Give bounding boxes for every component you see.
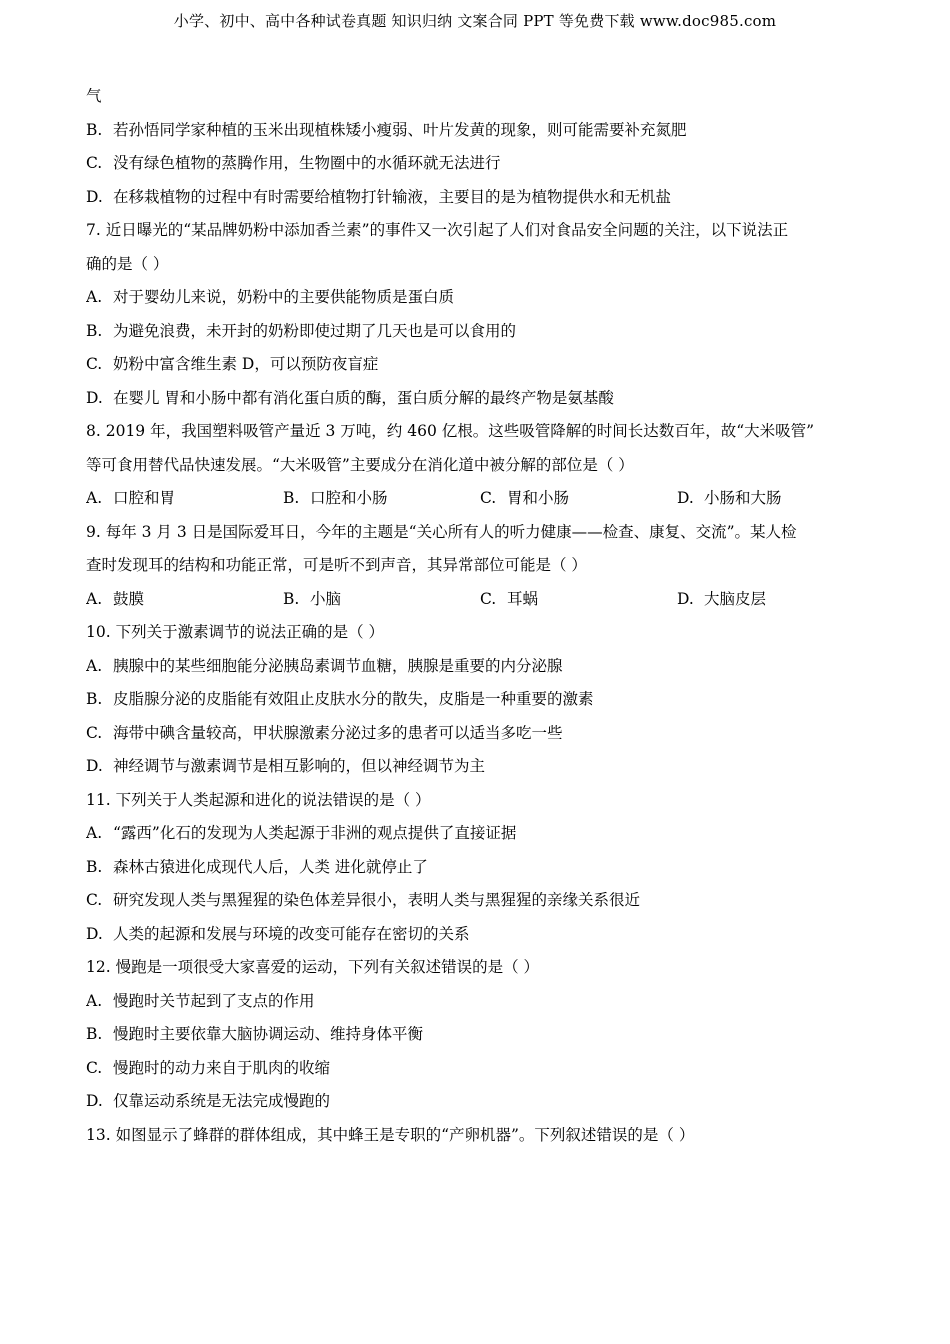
option-text: 口腔和小肠 — [310, 489, 388, 507]
q8-option-b — [283, 482, 480, 516]
q12-option-a — [86, 985, 876, 1019]
question-9-stem-cont: 查时发现耳的结构和功能正常，可是听不到声音，其异常部位可能是（ ） — [86, 556, 587, 574]
option-text: 耳蜗 — [507, 589, 539, 608]
option-label: C. — [86, 723, 103, 742]
option-text: 研究发现人类与黑猩猩的染色体差异很小，表明人类与黑猩猩的亲缘关系很近 — [113, 891, 641, 909]
option-text: 胃和小肠 — [507, 489, 570, 507]
q9-option-a — [86, 583, 283, 617]
option-label: A. — [86, 824, 103, 842]
option-label: C. — [86, 154, 103, 172]
option-text: 在移栽植物的过程中有时需要给植物打针输液，主要目的是为植物提供水和无机盐 — [113, 187, 672, 206]
option-text: 皮脂腺分泌的皮脂能有效阻止皮肤水分的散失，皮脂是一种重要的激素 — [113, 690, 594, 708]
option-label: B. — [283, 589, 300, 608]
option-label: D. — [677, 489, 694, 507]
q10-option-c — [86, 717, 876, 751]
document-body — [86, 80, 876, 1152]
q8-option-d — [677, 482, 874, 516]
q12-option-b — [86, 1018, 876, 1052]
q8-option-c — [480, 482, 677, 516]
q6-option-b — [86, 114, 876, 148]
option-text: 森林古猿进化成现代人后，人类 进化就停止了 — [113, 857, 428, 876]
q8-option-a — [86, 482, 283, 516]
q7-option-d — [86, 382, 876, 416]
option-label: D. — [86, 388, 103, 407]
question-12-stem: 12. 慢跑是一项很受大家喜爱的运动，下列有关叙述错误的是（ ） — [86, 958, 540, 976]
q9-options-row — [86, 583, 876, 617]
q7-option-a — [86, 281, 876, 315]
option-text: 慢跑时的动力来自于肌肉的收缩 — [113, 1058, 331, 1077]
question-7-stem: 7. 近日曝光的“某品牌奶粉中添加香兰素”的事件又一次引起了人们对食品安全问题的关注，以下说法正 — [86, 221, 789, 239]
option-text: 鼓膜 — [113, 589, 145, 608]
q7-option-b — [86, 315, 876, 349]
option-label: D. — [677, 589, 694, 608]
question-8-stem-cont: 等可食用替代品快速发展。“大米吸管”主要成分在消化道中被分解的部位是（ ） — [86, 455, 634, 474]
option-label: C. — [86, 891, 103, 909]
question-6-tail: 气 — [86, 87, 102, 105]
option-label: C. — [86, 355, 103, 373]
option-text: 慢跑时主要依靠大脑协调运动、维持身体平衡 — [113, 1025, 424, 1043]
q10-option-b — [86, 683, 876, 717]
option-text: 在婴儿 胃和小肠中都有消化蛋白质的酶，蛋白质分解的最终产物是氨基酸 — [113, 388, 614, 407]
q6-option-d — [86, 181, 876, 215]
option-label: B. — [86, 321, 103, 340]
option-text: 胰腺中的某些细胞能分泌胰岛素调节血糖，胰腺是重要的内分泌腺 — [113, 656, 563, 675]
question-8-stem: 8. 2019 年，我国塑料吸管产量近 3 万吨，约 460 亿根。这些吸管降解的时间长达数百年，故“大米吸管” — [86, 422, 815, 440]
option-label: A. — [86, 991, 103, 1010]
question-11-stem: 11. 下列关于人类起源和进化的说法错误的是（ ） — [86, 790, 431, 809]
q10-option-d — [86, 750, 876, 784]
q7-option-c — [86, 348, 876, 382]
q10-option-a — [86, 650, 876, 684]
q6-option-c — [86, 147, 876, 181]
option-label: D. — [86, 924, 103, 943]
question-13-stem: 13. 如图显示了蜂群的群体组成，其中蜂王是专职的“产卵机器”。下列叙述错误的是（ ） — [86, 1125, 695, 1144]
q11-option-c — [86, 884, 876, 918]
option-text: 若孙悟同学家种植的玉米出现植株矮小瘦弱、叶片发黄的现象，则可能需要补充氮肥 — [113, 120, 687, 139]
option-label: C. — [480, 589, 497, 608]
q9-option-b — [283, 583, 480, 617]
question-10-stem: 10. 下列关于激素调节的说法正确的是（ ） — [86, 623, 385, 641]
option-label: B. — [86, 120, 103, 139]
q11-option-d — [86, 918, 876, 952]
q11-option-a — [86, 817, 876, 851]
q12-option-d — [86, 1085, 876, 1119]
option-label: B. — [86, 690, 103, 708]
option-text: “露西”化石的发现为人类起源于非洲的观点提供了直接证据 — [113, 824, 517, 842]
option-label: B. — [86, 857, 103, 876]
option-text: 大脑皮层 — [704, 589, 767, 608]
option-label: B. — [86, 1025, 103, 1043]
option-text: 没有绿色植物的蒸腾作用，生物圈中的水循环就无法进行 — [113, 154, 501, 172]
option-label: D. — [86, 187, 103, 206]
option-label: A. — [86, 489, 103, 507]
question-9-stem: 9. 每年 3 月 3 日是国际爱耳日，今年的主题是“关心所有人的听力健康——检查、康复、交流”。某人检 — [86, 522, 797, 541]
option-label: D. — [86, 1092, 103, 1110]
q8-options-row — [86, 482, 876, 516]
q12-option-c — [86, 1052, 876, 1086]
option-label: A. — [86, 288, 103, 306]
option-label: A. — [86, 589, 103, 608]
option-text: 奶粉中富含维生素 D，可以预防夜盲症 — [113, 355, 379, 373]
option-text: 人类的起源和发展与环境的改变可能存在密切的关系 — [113, 924, 470, 943]
option-label: A. — [86, 656, 103, 675]
q9-option-c — [480, 583, 677, 617]
option-label: B. — [283, 489, 300, 507]
option-text: 口腔和胃 — [113, 489, 176, 507]
option-label: C. — [86, 1058, 103, 1077]
option-text: 对于婴幼儿来说，奶粉中的主要供能物质是蛋白质 — [113, 288, 455, 306]
option-text: 仅靠运动系统是无法完成慢跑的 — [113, 1092, 331, 1110]
q11-option-b — [86, 851, 876, 885]
option-text: 海带中碘含量较高，甲状腺激素分泌过多的患者可以适当多吃一些 — [113, 723, 563, 742]
option-label: C. — [480, 489, 497, 507]
option-text: 小肠和大肠 — [704, 489, 782, 507]
option-text: 小脑 — [310, 589, 342, 608]
page-header: 小学、初中、高中各种试卷真题 知识归纳 文案合同 PPT 等免费下载 www.doc985.com — [173, 12, 777, 30]
option-label: D. — [86, 757, 103, 775]
question-7-stem-cont: 确的是（ ） — [86, 254, 169, 273]
q9-option-d — [677, 583, 874, 617]
option-text: 慢跑时关节起到了支点的作用 — [113, 991, 315, 1010]
option-text: 为避免浪费，未开封的奶粉即使过期了几天也是可以食用的 — [113, 321, 517, 340]
option-text: 神经调节与激素调节是相互影响的，但以神经调节为主 — [113, 757, 486, 775]
